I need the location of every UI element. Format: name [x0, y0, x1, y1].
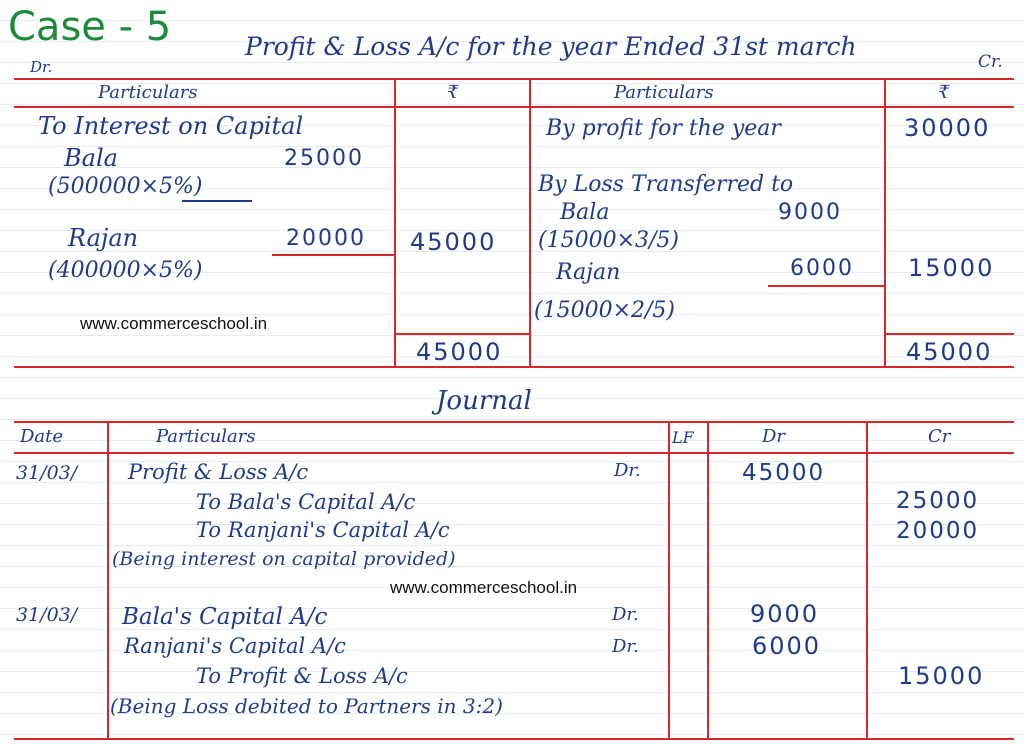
- pl-interest-total: 45000: [410, 228, 497, 256]
- pl-loss-bala-calc: (15000×3/5): [538, 228, 679, 253]
- watermark-middle: www.commerceschool.in: [390, 578, 578, 597]
- pl-rajan-amount: 20000: [286, 226, 366, 251]
- dr-label: Dr.: [30, 58, 53, 76]
- pl-loss-total: 15000: [908, 254, 995, 282]
- pl-bala-amount: 25000: [284, 146, 364, 171]
- journal-col-divider-1: [107, 421, 109, 738]
- pl-rajan-calc: (400000×5%): [48, 258, 203, 283]
- journal-bottom-rule: [14, 738, 1014, 740]
- entry-1-credit-1: To Bala's Capital A/c: [196, 490, 416, 514]
- entry-2-date: 31/03/: [16, 604, 78, 626]
- pl-bala-calc: (500000×5%): [48, 174, 203, 199]
- entry-1-debit-line: Profit & Loss A/c: [128, 460, 309, 484]
- pl-total-rule-left: [394, 333, 530, 335]
- pl-col-divider-1: [394, 78, 396, 366]
- entry-1-debit-tag: Dr.: [614, 460, 641, 481]
- pl-loss-rajan-amount: 6000: [790, 256, 854, 281]
- journal-header-rule: [14, 452, 1014, 454]
- cr-label: Cr.: [978, 52, 1003, 72]
- entry-2-credit-amount: 15000: [898, 662, 985, 690]
- entry-1-credit-1-amount: 25000: [896, 488, 980, 514]
- journal-header-cr: Cr: [928, 426, 951, 447]
- pl-col-divider-3: [884, 78, 886, 366]
- journal-header-lf: LF: [672, 428, 694, 447]
- journal-header-date: Date: [20, 426, 64, 447]
- entry-1-debit-amount: 45000: [742, 460, 826, 486]
- pl-loss-bala-amount: 9000: [778, 200, 842, 225]
- entry-2-debit-2-tag: Dr.: [612, 636, 639, 657]
- entry-1-credit-2-amount: 20000: [896, 518, 980, 544]
- pl-profit-amount: 30000: [904, 114, 991, 142]
- entry-2-debit-2-amount: 6000: [752, 632, 822, 660]
- pl-loss-bala-name: Bala: [560, 200, 610, 225]
- pl-header-right-particulars: Particulars: [614, 82, 714, 103]
- pl-top-rule: [14, 78, 1014, 80]
- entry-2-debit-1-amount: 9000: [750, 600, 820, 628]
- pl-loss-rajan-name: Rajan: [556, 260, 621, 285]
- watermark-top: www.commerceschool.in: [80, 314, 268, 333]
- pl-left-grand-total: 45000: [416, 338, 503, 366]
- pl-subtotal-left: [272, 254, 394, 256]
- pl-loss-heading: By Loss Transferred to: [538, 172, 794, 197]
- pl-title: Profit & Loss A/c for the year Ended 31st march: [245, 32, 857, 61]
- pl-bala-name: Bala: [64, 144, 118, 172]
- pl-header-rule: [14, 106, 1014, 108]
- journal-title: Journal: [436, 386, 532, 416]
- pl-rajan-name: Rajan: [68, 224, 139, 252]
- journal-col-divider-3: [707, 421, 709, 738]
- journal-header-dr: Dr: [762, 426, 786, 447]
- case-label: Case - 5: [8, 4, 172, 50]
- pl-header-left-particulars: Particulars: [98, 82, 198, 103]
- entry-2-narration: (Being Loss debited to Partners in 3:2): [110, 694, 503, 718]
- pl-right-grand-total: 45000: [906, 338, 993, 366]
- pl-header-right-amount: ₹: [938, 82, 950, 103]
- entry-2-credit: To Profit & Loss A/c: [196, 664, 408, 688]
- journal-col-divider-4: [866, 421, 868, 738]
- pl-subtotal-right: [768, 285, 884, 287]
- entry-2-debit-1: Bala's Capital A/c: [122, 604, 328, 630]
- journal-header-particulars: Particulars: [156, 426, 256, 447]
- pl-interest-heading: To Interest on Capital: [38, 112, 304, 140]
- pl-bala-calc-underline: [182, 200, 252, 202]
- pl-bottom-rule: [14, 366, 1014, 368]
- journal-col-divider-2: [668, 421, 670, 738]
- pl-col-divider-2: [529, 78, 531, 366]
- entry-1-narration: (Being interest on capital provided): [112, 548, 456, 570]
- entry-2-debit-2: Ranjani's Capital A/c: [124, 634, 346, 658]
- pl-loss-rajan-calc: (15000×2/5): [534, 298, 675, 323]
- entry-1-date: 31/03/: [16, 462, 78, 484]
- entry-1-credit-2: To Ranjani's Capital A/c: [196, 518, 450, 542]
- pl-header-left-amount: ₹: [447, 82, 459, 103]
- journal-top-rule: [14, 421, 1014, 423]
- pl-profit-label: By profit for the year: [546, 116, 781, 141]
- entry-2-debit-1-tag: Dr.: [612, 604, 639, 625]
- pl-total-rule-right: [884, 333, 1014, 335]
